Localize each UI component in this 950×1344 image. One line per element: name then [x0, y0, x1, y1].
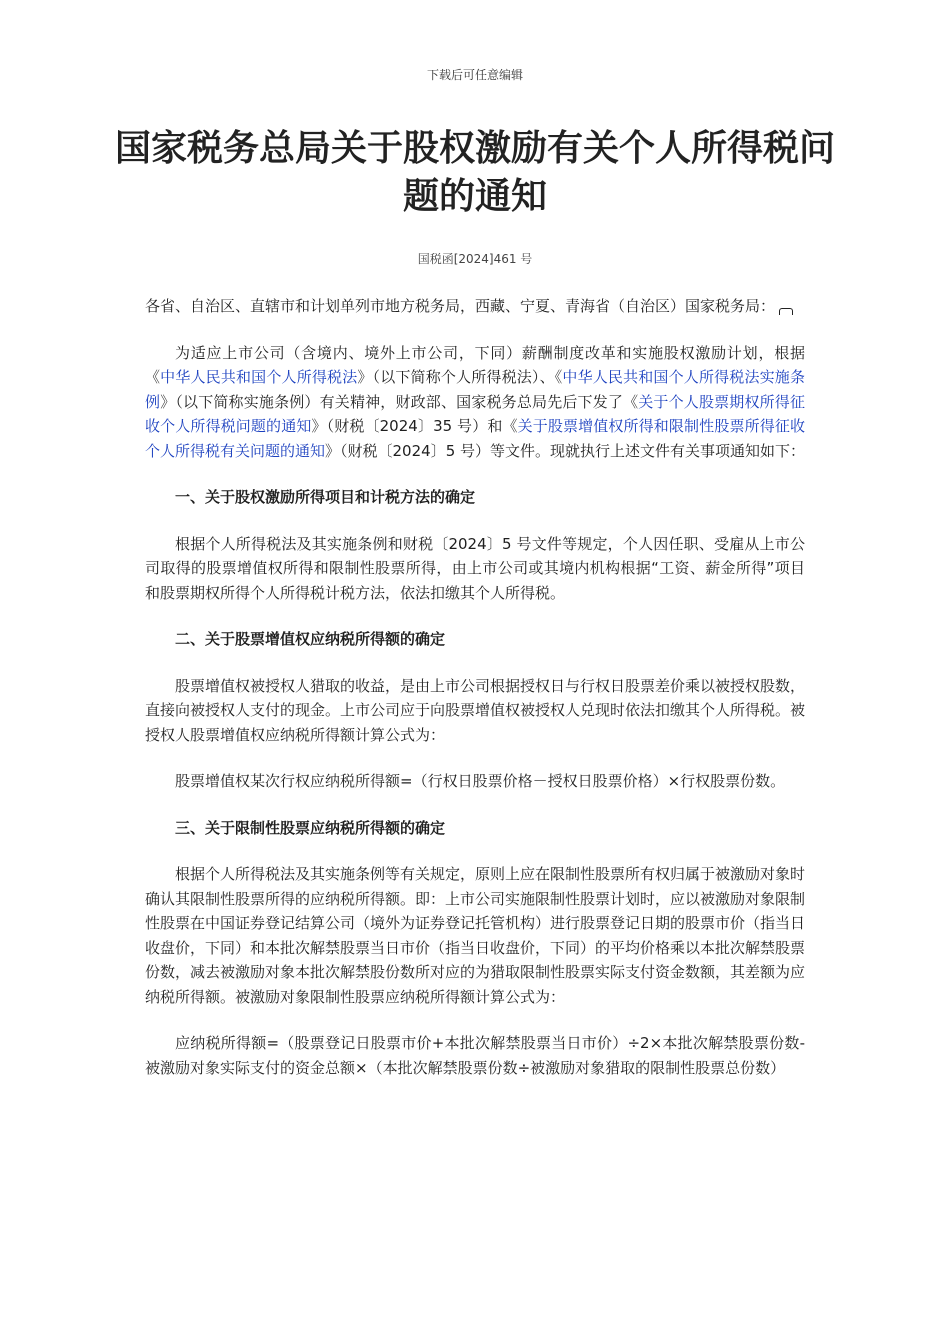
link-individual-income-tax-law[interactable]: 中华人民共和国个人所得税法 [160, 368, 358, 386]
salutation [145, 294, 805, 319]
document-number: 国税函[2024]461 号 [417, 252, 533, 266]
section-paragraph: 股票增值权被授权人猎取的收益，是由上市公司根据授权日与行权日股票差价乘以被授权股数，直接向被授权人支付的现金。上市公司应于向股票增值权被授权人兑现时依法扣缴其个人所得税。被授权人股票增值权应纳税所得额计算公式为： [145, 676, 806, 744]
document-body [145, 294, 805, 1102]
formula-paragraph: 股票增值权某次行权应纳税所得额=（行权日股票价格－授权日股票价格）×行权股票份数。 [175, 772, 786, 790]
link-stock-appreciation-notice[interactable]: 关于股票增值权所得和限制性股票所得征收个人所得税有关问题的通知 [145, 417, 805, 460]
return-mark-icon [779, 308, 793, 315]
section-paragraph: 根据个人所得税法及其实施条例和财税〔2024〕5 号文件等规定，个人因任职、受雇从上市公司取得的股票增值权所得和限制性股票所得，由上市公司或其境内机构根据“工资、薪金所得”项目和股票期权所得个人所得税计税方法，依法扣缴其个人所得税。 [145, 534, 805, 602]
intro-text-4: 》（财税〔2024〕35 号）和《 [311, 417, 518, 435]
link-implementation-regulations[interactable]: 中华人民共和国个人所得税法实施条例 [145, 368, 805, 411]
header-note: 下载后可任意编辑 [426, 68, 523, 82]
section-paragraph: 根据个人所得税法及其实施条例等有关规定，原则上应在限制性股票所有权归属于被激励对象时确认其限制性股票所得的应纳税所得额。即：上市公司实施限制性股票计划时，应以被激励对象限制性股票在中国证券登记结算公司（境外为证券登记托管机构）进行股票登记日期的股票市价（指当日收盘价，下同）和本批次解禁股票当日市价（指当日收盘价，下同）的平均价格乘以本批次解禁股票份数，减去被激励对象本批次解禁股份数所对应的为猎取限制性股票实际支付资金数额，其差额为应纳税所得额。被激励对象限制性股票应纳税所得额计算公式为： [145, 865, 806, 1006]
intro-text-3: 》（以下简称实施条例）有关精神，财政部、国家税务总局先后下发了《 [160, 392, 639, 411]
intro-paragraph [145, 341, 805, 464]
salutation-text: 各省、自治区、直辖市和计划单列市地方税务局，西藏、宁夏、青海省（自治区）国家税务局： [145, 297, 776, 315]
formula-paragraph: 应纳税所得额=（股票登记日股票市价+本批次解禁股票当日市价）÷2×本批次解禁股票份数-被激励对象实际支付的资金总额×（本批次解禁股票份数÷被激励对象猎取的限制性股票总份数） [145, 1034, 805, 1077]
section-heading: 三、关于限制性股票应纳税所得额的确定 [175, 818, 446, 837]
link-stock-option-notice[interactable]: 关于个人股票期权所得征收个人所得税问题的通知 [145, 392, 805, 435]
section-heading: 一、关于股权激励所得项目和计税方法的确定 [175, 488, 476, 506]
intro-text-5: 》（财税〔2024〕5 号）等文件。现就执行上述文件有关事项通知如下： [325, 441, 806, 460]
intro-text-1: 为适应上市公司（含境内、境外上市公司，下同）薪酬制度改革和实施股权激励计划，根据《 [145, 343, 805, 386]
page-title: 国家税务总局关于股权激励有关个人所得税问题的通知 [114, 127, 835, 217]
section-heading: 二、关于股票增值权应纳税所得额的确定 [175, 630, 446, 648]
intro-text-2: 》（以下简称个人所得税法）、《 [357, 368, 563, 386]
